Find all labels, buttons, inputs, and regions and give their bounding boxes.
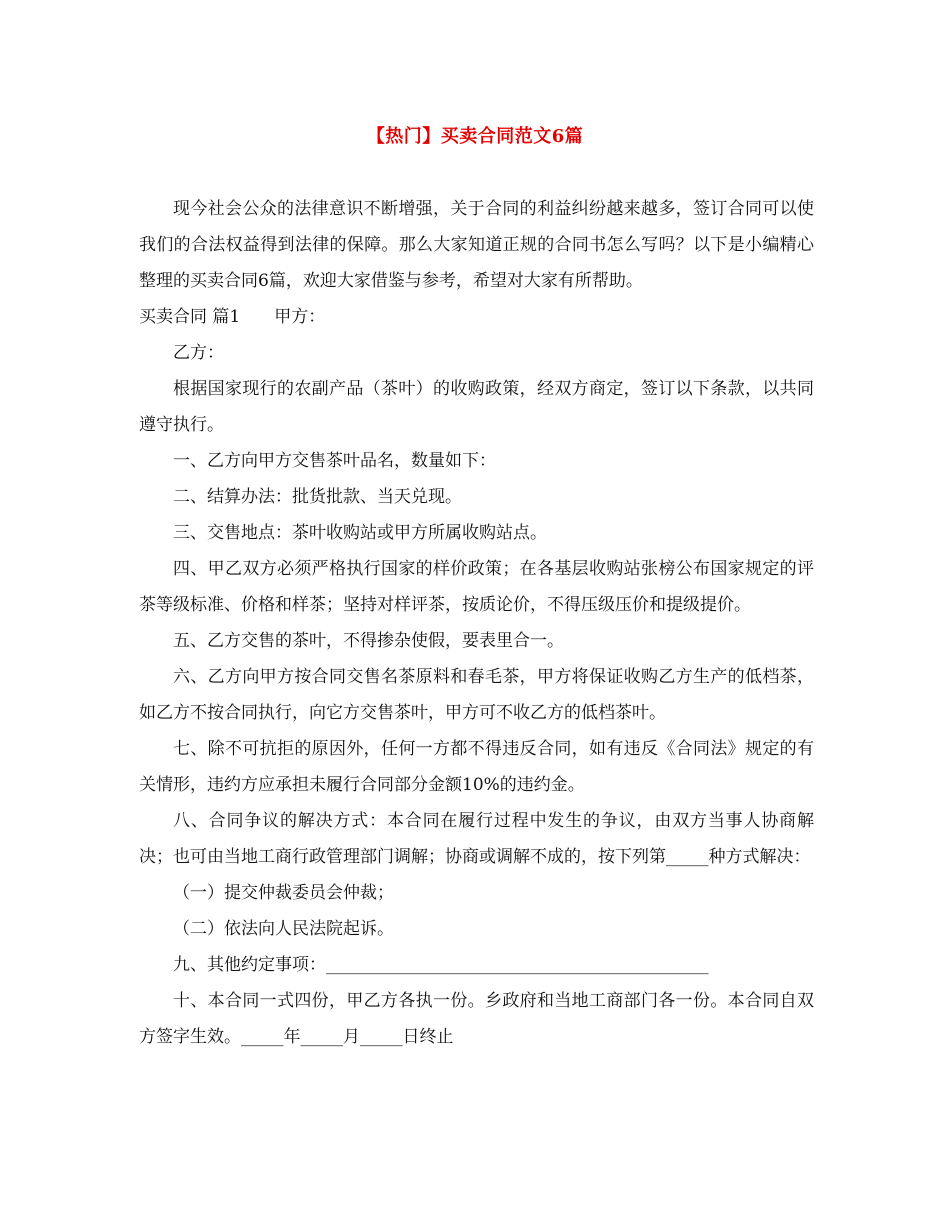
clause-4: 四、甲乙双方必须严格执行国家的样价政策；在各基层收购站张榜公布国家规定的评茶等级标准、价格和样茶；坚持对样评茶，按质论价，不得压级压价和提级提价。 bbox=[139, 559, 814, 615]
clause-8: 八、合同争议的解决方式：本合同在履行过程中发生的争议，由双方当事人协商解决；也可由当地工商行政管理部门调解；协商或调解不成的，按下列第_____种方式解决： bbox=[139, 811, 814, 867]
clause-6: 六、乙方向甲方按合同交售名茶原料和春毛茶，甲方将保证收购乙方生产的低档茶，如乙方不按合同执行，向它方交售茶叶，甲方可不收乙方的低档茶叶。 bbox=[139, 667, 814, 723]
sub-option-1: （一）提交仲裁委员会仲裁； bbox=[173, 883, 394, 903]
intro-paragraph: 现今社会公众的法律意识不断增强，关于合同的利益纠纷越来越多，签订合同可以使我们的合法权益得到法律的保障。那么大家知道正规的合同书怎么写吗？以下是小编精心整理的买卖合同6篇，欢迎大家借鉴与参考，希望对大家有所帮助。 bbox=[139, 199, 814, 291]
party-a-label: 甲方： bbox=[274, 307, 326, 327]
clause-2: 二、结算办法：批货批款、当天兑现。 bbox=[173, 487, 462, 507]
clause-3: 三、交售地点：茶叶收购站或甲方所属收购站点。 bbox=[173, 523, 547, 543]
preamble-paragraph: 根据国家现行的农副产品（茶叶）的收购政策，经双方商定，签订以下条款，以共同遵守执行。 bbox=[139, 379, 814, 435]
document-title: 【热门】买卖合同范文6篇 bbox=[366, 126, 584, 147]
sub-option-2: （二）依法向人民法院起诉。 bbox=[173, 919, 394, 939]
section-heading-line bbox=[139, 299, 814, 335]
clause-9: 九、其他约定事项：_____________________________________________ bbox=[173, 955, 709, 975]
clause-10: 十、本合同一式四份，甲乙方各执一份。乡政府和当地工商部门各一份。本合同自双方签字生效。_____年_____月_____日终止 bbox=[139, 991, 814, 1047]
clause-1: 一、乙方向甲方交售茶叶品名，数量如下： bbox=[173, 451, 496, 471]
clause-5: 五、乙方交售的茶叶，不得掺杂使假，要表里合一。 bbox=[173, 631, 564, 651]
document-body bbox=[139, 191, 814, 1055]
clause-7: 七、除不可抗拒的原因外，任何一方都不得违反合同，如有违反《合同法》规定的有关情形，违约方应承担未履行合同部分金额10%的违约金。 bbox=[139, 739, 814, 795]
section-heading: 买卖合同 篇1 bbox=[139, 307, 241, 327]
party-b-label: 乙方： bbox=[173, 343, 224, 363]
